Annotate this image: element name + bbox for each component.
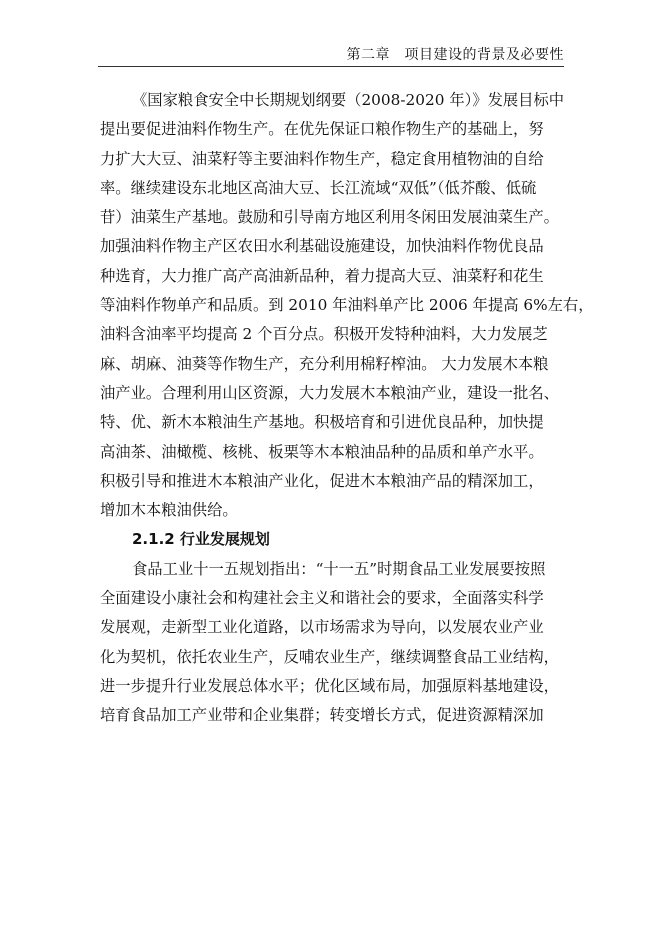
text-line: 提出要促进油料作物生产。在优先保证口粮作物生产的基础上，努: [100, 120, 544, 139]
header-divider: [98, 66, 564, 67]
text-line: 食品工业十一五规划指出：“十一五”时期食品工业发展要按照: [132, 559, 546, 578]
section-heading: 2.1.2 行业发展规划: [132, 530, 270, 549]
chapter-title: 第二章 项目建设的背景及必要性: [346, 47, 564, 63]
text-line: 麻、胡麻、油葵等作物生产，充分利用棉籽榨油。 大力发展木本粮: [100, 354, 549, 373]
text-line: 种选育，大力推广高产高油新品种，着力提高大豆、油菜籽和花生: [100, 266, 544, 285]
text-line: 率。继续建设东北地区高油大豆、长江流域“双低”（低芥酸、低硫: [100, 178, 537, 197]
text-line: 力扩大大豆、油菜籽等主要油料作物生产，稳定食用植物油的自给: [100, 149, 544, 168]
text-line: 苷）油菜生产基地。鼓励和引导南方地区利用冬闲田发展油菜生产。: [100, 208, 559, 227]
text-line: 等油料作物单产和品质。到 2010 年油料单产比 2006 年提高 6%左右，: [100, 296, 594, 315]
document-body: [100, 86, 594, 731]
text-line: 高油茶、油橄榄、核桃、板栗等木本粮油品种的品质和单产水平。: [100, 442, 544, 461]
text-line: 特、优、新木本粮油生产基地。积极培育和引进优良品种，加快提: [100, 413, 544, 432]
text-line: 培育食品加工产业带和企业集群；转变增长方式，促进资源精深加: [100, 706, 544, 725]
text-line: 化为契机，依托农业生产，反哺农业生产，继续调整食品工业结构，: [100, 647, 559, 666]
text-line: 积极引导和推进木本粮油产业化，促进木本粮油产品的精深加工，: [100, 471, 544, 490]
text-line: 全面建设小康社会和构建社会主义和谐社会的要求，全面落实科学: [100, 589, 544, 608]
text-line: 油产业。合理利用山区资源，大力发展木本粮油产业，建设一批名、: [100, 383, 559, 402]
paragraph-grain-oil-plan: [100, 86, 594, 525]
text-line: 发展观，走新型工业化道路，以市场需求为导向，以发展农业产业: [100, 618, 544, 637]
text-line: 进一步提升行业发展总体水平；优化区域布局，加强原料基地建设，: [100, 676, 559, 695]
text-line: 《国家粮食安全中长期规划纲要（2008-2020 年）》发展目标中: [132, 91, 565, 109]
text-line: 增加木本粮油供给。: [100, 501, 238, 520]
paragraph-industry-plan: [100, 555, 568, 731]
text-line: 油料含油率平均提高 2 个百分点。积极开发特种油料，大力发展芝: [100, 325, 548, 344]
text-line: 加强油料作物主产区农田水利基础设施建设，加快油料作物优良品: [100, 237, 544, 256]
